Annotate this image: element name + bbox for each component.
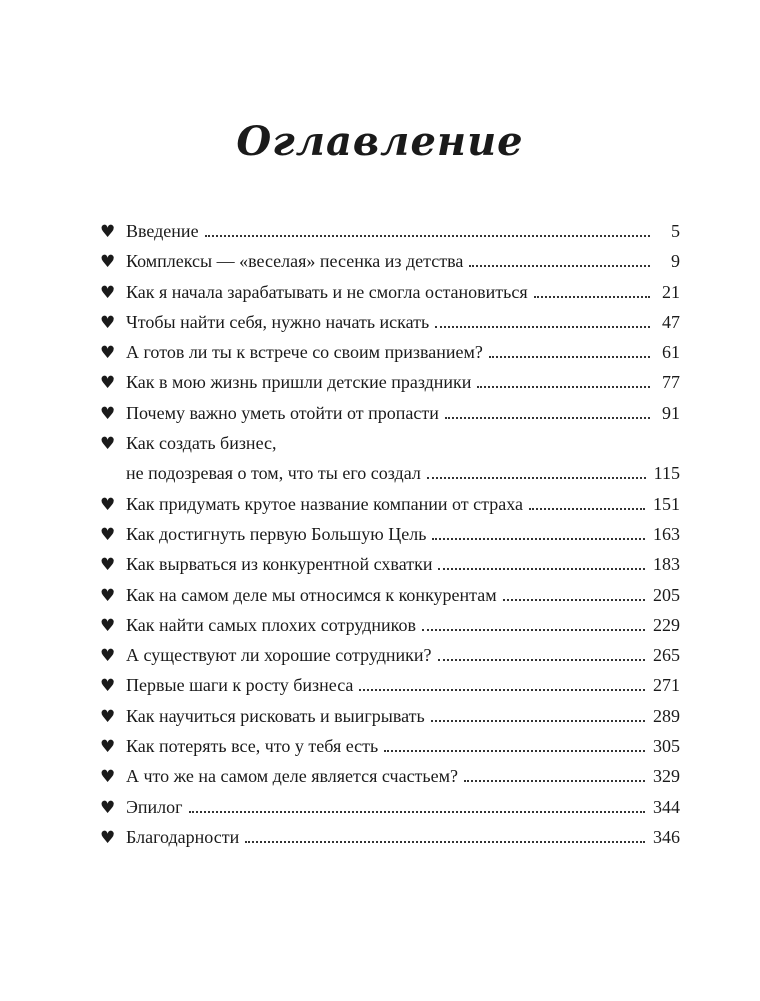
dot-leader (205, 235, 650, 237)
toc-entry[interactable] (100, 489, 680, 519)
toc-page-number: 305 (653, 736, 680, 757)
toc-entry-title: Чтобы найти себя, нужно начать искать (126, 311, 430, 332)
toc-entry[interactable] (100, 307, 680, 337)
toc-page-number: 5 (671, 221, 680, 241)
page-title: Оглавление (236, 118, 524, 165)
toc-entry[interactable] (100, 337, 680, 367)
toc-page-number: 9 (671, 251, 680, 272)
dot-leader (431, 720, 645, 722)
toc-page-number: 205 (653, 584, 680, 605)
heart-icon: ♥ (100, 282, 116, 303)
heart-icon: ♥ (100, 585, 116, 606)
toc-page-number: 61 (662, 342, 680, 363)
toc-page-number: 289 (653, 705, 680, 726)
toc-entry-title: Первые шаги к росту бизнеса (126, 675, 354, 696)
toc-page-number: 346 (653, 826, 680, 847)
heart-icon: ♥ (100, 524, 116, 545)
toc-entry-title: А что же на самом деле является счастьем? (126, 766, 458, 787)
toc-entry-title: Благодарности (126, 826, 240, 847)
toc-page-number: 91 (662, 402, 680, 423)
toc-entry-title-continued: не подозревая о том, что ты его создал (126, 463, 421, 484)
dot-leader (529, 508, 645, 510)
heart-icon: ♥ (100, 252, 116, 273)
toc-page-number: 115 (653, 463, 680, 484)
toc-entry-title: Введение (126, 221, 199, 241)
toc-entry[interactable] (100, 792, 680, 822)
toc-entry-title: Как в мою жизнь пришли детские праздники (126, 372, 472, 393)
dot-leader (435, 326, 650, 328)
toc-entry[interactable] (100, 731, 680, 761)
heart-icon: ♥ (100, 706, 116, 727)
toc-page-number: 47 (662, 311, 680, 332)
dot-leader (464, 780, 645, 782)
heart-icon: ♥ (100, 646, 116, 667)
toc-page-number: 77 (662, 372, 680, 393)
heart-icon: ♥ (100, 615, 116, 636)
dot-leader (534, 296, 650, 298)
toc-entry[interactable] (100, 761, 680, 791)
toc-entry-title: Как на самом деле мы относимся к конкурентам (126, 584, 497, 605)
toc-page-number: 183 (653, 554, 680, 575)
toc-entry-title: Как достигнуть первую Большую Цель (126, 523, 427, 544)
toc-page-number: 163 (653, 523, 680, 544)
heart-icon: ♥ (100, 676, 116, 697)
toc-entry[interactable] (100, 580, 680, 610)
heart-icon: ♥ (100, 797, 116, 818)
dot-leader (422, 629, 645, 631)
dot-leader (469, 265, 650, 267)
table-of-contents (100, 216, 680, 852)
heart-icon: ♥ (100, 373, 116, 394)
toc-entry[interactable] (100, 549, 680, 579)
toc-entry-title: А готов ли ты к встрече со своим призванием? (126, 342, 483, 363)
toc-entry-title: Как вырваться из конкурентной схватки (126, 554, 433, 575)
dot-leader (477, 386, 650, 388)
toc-page-number: 229 (653, 614, 680, 635)
heart-icon: ♥ (100, 343, 116, 364)
toc-entry-title: А существуют ли хорошие сотрудники? (126, 645, 432, 666)
toc-entry-title: Комплексы — «веселая» песенка из детства (126, 251, 464, 272)
dot-leader (438, 659, 645, 661)
heart-icon: ♥ (100, 767, 116, 788)
dot-leader (432, 538, 645, 540)
heart-icon: ♥ (100, 555, 116, 576)
toc-entry[interactable] (100, 398, 680, 428)
dot-leader (489, 356, 650, 358)
toc-entry[interactable] (100, 640, 680, 670)
toc-page-number: 329 (653, 766, 680, 787)
toc-entry-title: Как найти самых плохих сотрудников (126, 614, 416, 635)
toc-entry-title: Почему важно уметь отойти от пропасти (126, 402, 439, 423)
heart-icon: ♥ (100, 737, 116, 758)
toc-page-number: 21 (662, 281, 680, 302)
toc-page-number: 265 (653, 645, 680, 666)
toc-entry-title: Как потерять все, что у тебя есть (126, 736, 379, 757)
toc-entry[interactable] (100, 277, 680, 307)
dot-leader (427, 477, 646, 479)
dot-leader (445, 417, 650, 419)
toc-entry[interactable] (100, 610, 680, 640)
toc-entry[interactable] (100, 822, 680, 852)
toc-entry[interactable] (100, 246, 680, 276)
toc-page-number: 271 (653, 675, 680, 696)
dot-leader (245, 841, 645, 843)
toc-page-number: 344 (653, 796, 680, 817)
heart-icon: ♥ (100, 434, 116, 455)
dot-leader (189, 811, 645, 813)
dot-leader (503, 599, 645, 601)
heart-icon: ♥ (100, 403, 116, 424)
toc-entry-title: Эпилог (126, 796, 183, 817)
dot-leader (438, 568, 645, 570)
toc-entry[interactable] (100, 367, 680, 397)
dot-leader (359, 689, 645, 691)
toc-entry[interactable] (100, 670, 680, 700)
toc-entry[interactable] (100, 701, 680, 731)
heart-icon: ♥ (100, 827, 116, 848)
heart-icon: ♥ (100, 494, 116, 515)
toc-entry[interactable] (100, 428, 680, 489)
toc-entry-title: Как придумать крутое название компании от страха (126, 493, 523, 514)
toc-page-number: 151 (653, 493, 680, 514)
heart-icon: ♥ (100, 222, 116, 242)
toc-entry-title: Как научиться рисковать и выигрывать (126, 705, 425, 726)
toc-entry-title: Как я начала зарабатывать и не смогла остановиться (126, 281, 528, 302)
toc-entry[interactable] (100, 519, 680, 549)
toc-entry[interactable] (100, 216, 680, 246)
toc-entry-title: Как создать бизнес, (126, 433, 277, 454)
heart-icon: ♥ (100, 312, 116, 333)
dot-leader (384, 750, 645, 752)
